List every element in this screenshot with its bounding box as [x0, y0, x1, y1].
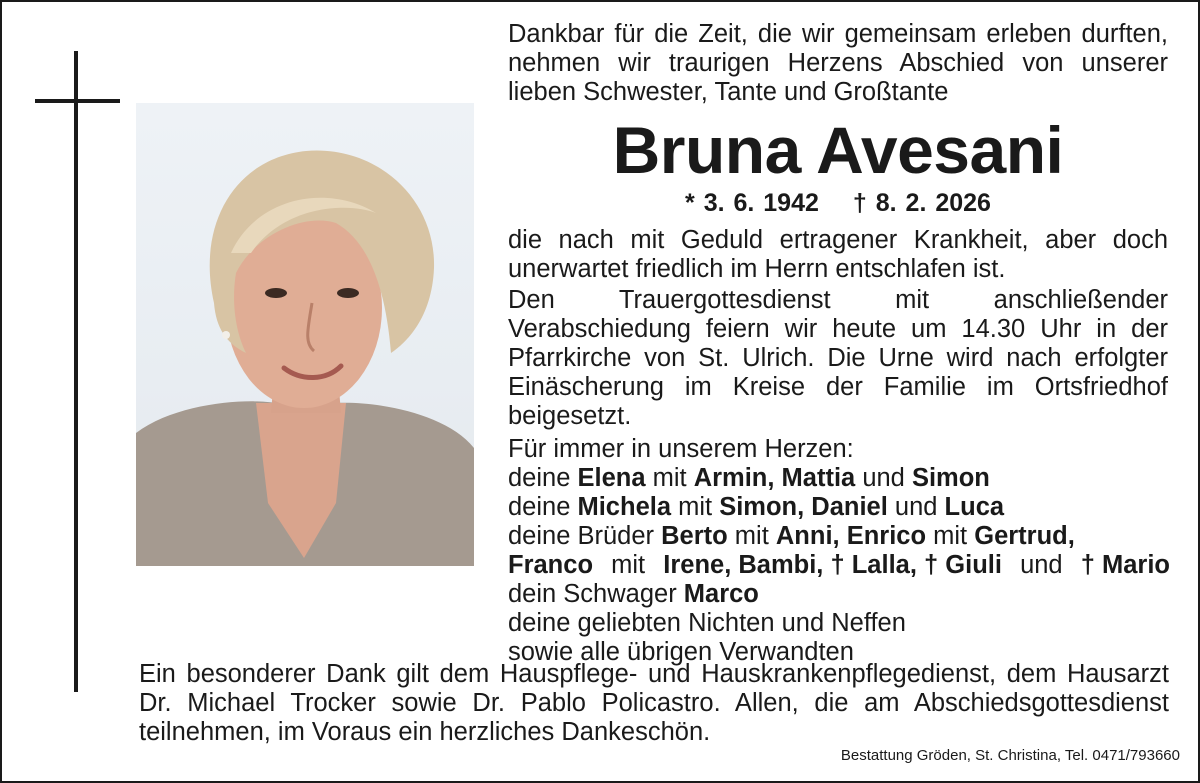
- thanks-text: Ein besonderer Dank gilt dem Hauspflege- und Hauskrankenpflegedienst, dem Hausarzt Dr. Michael Trocker sowie Dr. Pablo Policastro. Allen, die am Abschiedsgottesdienst teilnehmen, im Voraus ein herzliches Dankeschön.: [139, 660, 1169, 746]
- family-line: Franco mit Irene, Bambi, † Lalla, † Giuli und † Mario: [508, 551, 1170, 579]
- portrait-photo: [136, 103, 474, 566]
- birth-date: * 3. 6. 1942: [685, 189, 819, 217]
- family-heading: Für immer in unserem Herzen:: [508, 435, 854, 463]
- intro-text: Dankbar für die Zeit, die wir gemeinsam erleben durften, nehmen wir traurigen Herzens Abschied von unserer lieben Schwester, Tante und Großtante: [508, 20, 1168, 106]
- deceased-name: Bruna Avesani: [612, 113, 1064, 187]
- family-line: sowie alle übrigen Verwandten: [508, 638, 854, 666]
- family-line: deine Michela mit Simon, Daniel und Luca: [508, 493, 1005, 521]
- funeral-service-text: Den Trauergottesdienst mit anschließender Verabschiedung feiern wir heute um 14.30 Uhr in der Pfarrkirche von St. Ulrich. Die Urne wird nach erfolgter Einäscherung im Kreise der Familie im Ortsfriedhof beigesetzt.: [508, 286, 1168, 430]
- cross-icon: [74, 51, 78, 692]
- family-list: [508, 435, 1170, 667]
- life-dates: [508, 188, 1168, 218]
- family-line: deine geliebten Nichten und Neffen: [508, 609, 906, 637]
- passing-text: die nach mit Geduld ertragener Krankheit, aber doch unerwartet friedlich im Herrn entschlafen ist.: [508, 226, 1168, 283]
- family-line: deine Brüder Berto mit Anni, Enrico mit Gertrud,: [508, 522, 1075, 550]
- family-line: dein Schwager Marco: [508, 580, 759, 608]
- cross-icon-bar: [35, 99, 120, 103]
- death-date: † 8. 2. 2026: [852, 189, 991, 217]
- family-line: deine Elena mit Armin, Mattia und Simon: [508, 464, 990, 492]
- funeral-home-footer: Bestattung Gröden, St. Christina, Tel. 0471/793660: [840, 747, 1180, 764]
